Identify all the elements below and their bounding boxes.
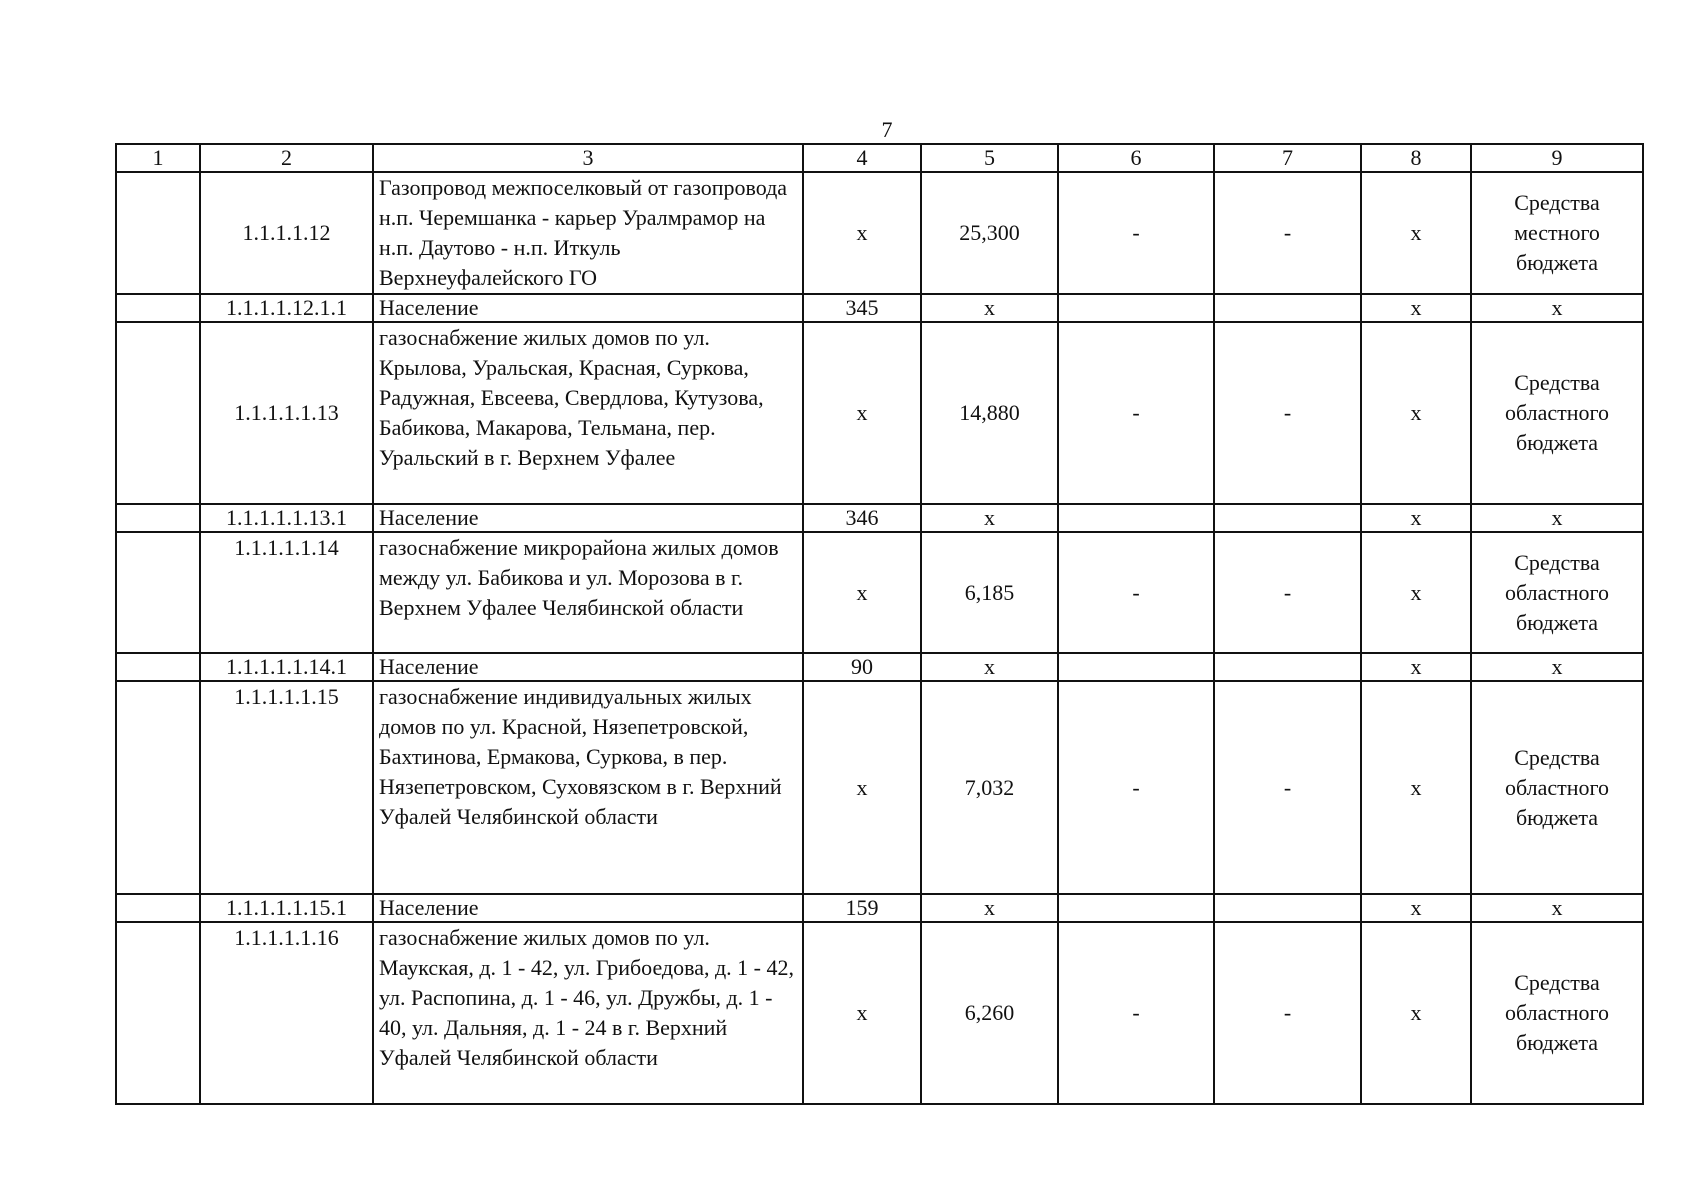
row-name: газоснабжение индивидуальных жилых домов по ул. Красной, Нязепетровской, Бахтинова, Ермакова, Суркова, в пер. Нязепетровском, Суховязском в г. Верхний Уфалей Челябинской области <box>373 681 803 894</box>
row-col8: х <box>1361 532 1471 653</box>
row-col9: х <box>1471 894 1643 922</box>
row-col5: 6,260 <box>921 922 1058 1104</box>
row-name: газоснабжение жилых домов по ул. Крылова, Уральская, Красная, Суркова, Радужная, Евсеева, Свердлова, Кутузова, Бабикова, Макарова, Тельмана, пер. Уральский в г. Верхнем Уфалее <box>373 322 803 504</box>
row-blank-cell <box>116 532 200 653</box>
row-col8: х <box>1361 681 1471 894</box>
row-col9: х <box>1471 653 1643 681</box>
row-col8: х <box>1361 894 1471 922</box>
row-col6: - <box>1058 681 1214 894</box>
table-row <box>116 894 1643 922</box>
row-funding-source <box>1471 922 1643 1104</box>
page-number: 7 <box>881 117 893 142</box>
column-number: 7 <box>1214 144 1361 172</box>
row-code: 1.1.1.1.1.13.1 <box>200 504 373 532</box>
row-col7: - <box>1214 172 1361 294</box>
row-blank-cell <box>116 294 200 322</box>
row-col5: 25,300 <box>921 172 1058 294</box>
table-row <box>116 681 1643 894</box>
row-code: 1.1.1.1.1.16 <box>200 922 373 1104</box>
row-col6 <box>1058 294 1214 322</box>
row-col7: - <box>1214 681 1361 894</box>
row-code: 1.1.1.1.1.14 <box>200 532 373 653</box>
funding-line: бюджета <box>1515 609 1599 635</box>
row-blank-cell <box>116 894 200 922</box>
row-col7 <box>1214 504 1361 532</box>
funding-line: Средства <box>1514 744 1600 770</box>
row-col8: х <box>1361 322 1471 504</box>
row-col4: 346 <box>803 504 921 532</box>
funding-line: Средства <box>1514 549 1600 575</box>
row-col4: х <box>803 532 921 653</box>
program-table <box>115 143 1644 1105</box>
funding-line: Средства <box>1514 370 1600 395</box>
row-col9: х <box>1471 294 1643 322</box>
table-row <box>116 322 1643 504</box>
table-row <box>116 653 1643 681</box>
row-name: Население <box>373 653 803 681</box>
table-row <box>116 532 1643 653</box>
row-col6 <box>1058 653 1214 681</box>
row-col5: 7,032 <box>921 681 1058 894</box>
funding-line: бюджета <box>1515 804 1599 830</box>
row-code: 1.1.1.1.1.15 <box>200 681 373 894</box>
row-blank-cell <box>116 504 200 532</box>
row-col8: х <box>1361 172 1471 294</box>
row-code: 1.1.1.1.1.13 <box>200 322 373 504</box>
row-blank-cell <box>116 653 200 681</box>
row-col5: 6,185 <box>921 532 1058 653</box>
row-col4: 90 <box>803 653 921 681</box>
row-code: 1.1.1.1.1.14.1 <box>200 653 373 681</box>
row-name: газоснабжение жилых домов по ул. Маукская, д. 1 - 42, ул. Грибоедова, д. 1 - 42, ул. Распопина, д. 1 - 46, ул. Дружбы, д. 1 - 40, ул. Дальняя, д. 1 - 24 в г. Верхний Уфалей Челябинской области <box>373 922 803 1104</box>
column-number: 4 <box>803 144 921 172</box>
column-number: 9 <box>1471 144 1643 172</box>
row-col7 <box>1214 894 1361 922</box>
table-row <box>116 504 1643 532</box>
row-code: 1.1.1.1.12.1.1 <box>200 294 373 322</box>
row-name: газоснабжение микрорайона жилых домов между ул. Бабикова и ул. Морозова в г. Верхнем Уфалее Челябинской области <box>373 532 803 653</box>
row-col5: 14,880 <box>921 322 1058 504</box>
row-col8: х <box>1361 922 1471 1104</box>
funding-line: бюджета <box>1515 1030 1599 1055</box>
column-number: 6 <box>1058 144 1214 172</box>
row-col4: х <box>803 681 921 894</box>
funding-line: Средства <box>1514 190 1600 215</box>
row-blank-cell <box>116 172 200 294</box>
row-col4: 159 <box>803 894 921 922</box>
row-col9: х <box>1471 504 1643 532</box>
funding-line: местного <box>1514 220 1600 245</box>
row-col6 <box>1058 504 1214 532</box>
funding-line: областного <box>1504 774 1610 800</box>
row-name: Газопровод межпоселковый от газопровода н.п. Черемшанка - карьер Уралмрамор на н.п. Даутово - н.п. Иткуль Верхнеуфалейского ГО <box>373 172 803 294</box>
column-number: 8 <box>1361 144 1471 172</box>
row-col4: х <box>803 172 921 294</box>
row-col6: - <box>1058 922 1214 1104</box>
funding-line: Средства <box>1514 970 1600 995</box>
row-code: 1.1.1.1.1.15.1 <box>200 894 373 922</box>
table-row <box>116 922 1643 1104</box>
row-col6 <box>1058 894 1214 922</box>
row-col6: - <box>1058 322 1214 504</box>
row-col7 <box>1214 294 1361 322</box>
column-number: 5 <box>921 144 1058 172</box>
row-funding-source <box>1471 532 1643 653</box>
row-col4: 345 <box>803 294 921 322</box>
row-funding-source <box>1471 322 1643 504</box>
row-col7: - <box>1214 922 1361 1104</box>
row-col8: х <box>1361 653 1471 681</box>
funding-line: областного <box>1504 400 1610 425</box>
row-name: Население <box>373 504 803 532</box>
row-col8: х <box>1361 294 1471 322</box>
funding-line: бюджета <box>1515 430 1599 455</box>
row-col7: - <box>1214 322 1361 504</box>
funding-line: областного <box>1504 579 1610 605</box>
row-col5: х <box>921 294 1058 322</box>
funding-line: областного <box>1504 1000 1610 1025</box>
column-number: 1 <box>116 144 200 172</box>
row-name: Население <box>373 894 803 922</box>
row-col4: х <box>803 322 921 504</box>
row-col8: х <box>1361 504 1471 532</box>
row-blank-cell <box>116 681 200 894</box>
funding-line: бюджета <box>1515 250 1599 275</box>
table-row <box>116 294 1643 322</box>
row-col6: - <box>1058 172 1214 294</box>
row-name: Население <box>373 294 803 322</box>
table-row <box>116 172 1643 294</box>
row-funding-source <box>1471 172 1643 294</box>
row-blank-cell <box>116 322 200 504</box>
row-col5: х <box>921 894 1058 922</box>
row-col7 <box>1214 653 1361 681</box>
row-col5: х <box>921 504 1058 532</box>
column-number: 3 <box>373 144 803 172</box>
row-funding-source <box>1471 681 1643 894</box>
row-col5: х <box>921 653 1058 681</box>
column-number: 2 <box>200 144 373 172</box>
column-number-header <box>116 144 1643 172</box>
row-col6: - <box>1058 532 1214 653</box>
row-col4: х <box>803 922 921 1104</box>
row-code: 1.1.1.1.12 <box>200 172 373 294</box>
row-col7: - <box>1214 532 1361 653</box>
row-blank-cell <box>116 922 200 1104</box>
